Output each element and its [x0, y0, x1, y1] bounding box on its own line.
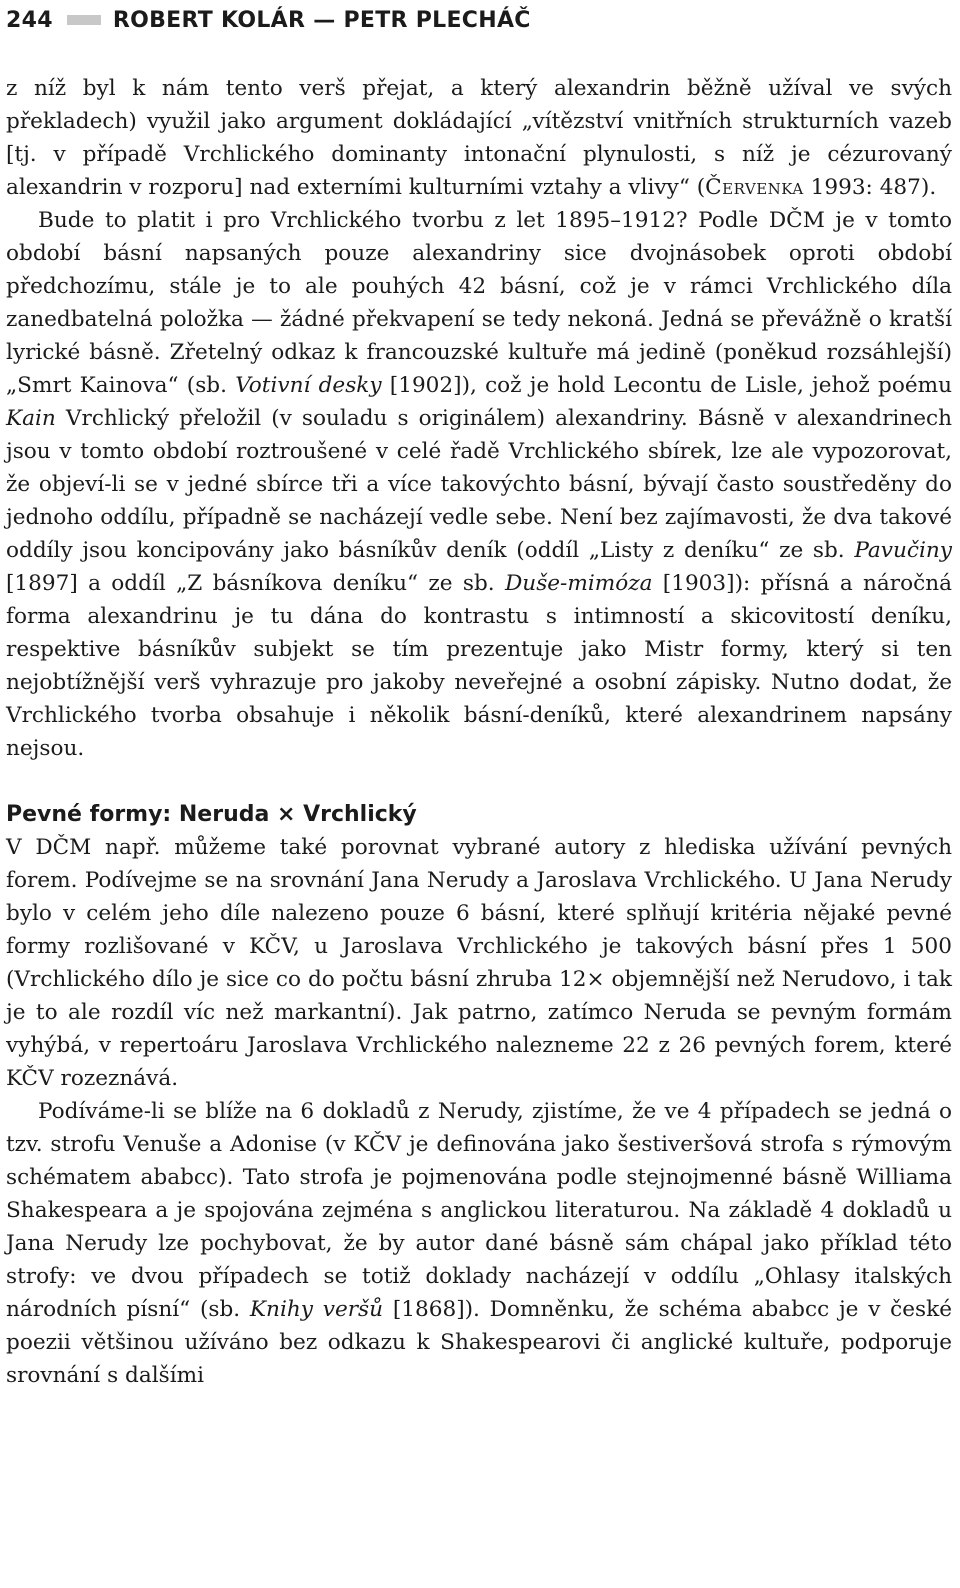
text-run: Podíváme-li se blíže na 6 dokladů z Nerudy, zjistíme, že ve 4 případech se jedná o tzv. strofu Venuše a Adonise (v KČV je definována jako šestiveršová strofa s rýmovým schématem ababcc). Tato strofa je pojmenována podle stejnojmenné básně Williama Shakespeara a je spojována zejména s anglickou literaturou. Na základě 4 dokladů u Jana Nerudy lze pochybovat, že by autor dané básně sám chápal jako příklad této strofy: ve dvou případech se totiž doklady nacházejí v oddílu „Ohlasy italských národních písní“ (sb. [6, 1099, 952, 1322]
paragraph-1 [6, 72, 952, 204]
article-body [6, 72, 952, 1392]
text-run: Bude to platit i pro Vrchlického tvorbu z let 1895–1912? Podle DČM je v tomto období básní napsaných pouze alexandriny sice dvojnásobek oproti období předchozímu, stále je to ale pouhých 42 básní, což je v rámci Vrchlického díla zanedbatelná položka — žádné překvapení se tedy nekoná. Jedná se převážně o kratší lyrické básně. Zřetelný odkaz k francouzské kultuře má jedině (poněkud rozsáhlejší) „Smrt Kainova“ (sb. [6, 208, 952, 398]
text-run: [1903]): přísná a náročná forma alexandrinu je tu dána do kontrastu s intimností a skicovitostí deníku, respektive básníkův subjekt se tím prezentuje jako Mistr formy, který si ten nejobtížnější verš vyhrazuje pro jakoby neveřejné a osobní zápisky. Nutno dodat, že Vrchlického tvorba obsahuje i několik básní-deníků, které alexandrinem napsány nejsou. [6, 571, 952, 761]
section-heading: Pevné formy: Neruda × Vrchlický [6, 802, 417, 827]
text-run: Vrchlický přeložil (v souladu s originálem) alexandriny. Básně v alexandrinech jsou v tomto období roztroušené v celé řadě Vrchlického sbírek, lze ale vypozorovat, že objeví-li se v jedné sbírce tři a více takovýchto básní, bývají často soustředěny do jednoho oddílu, případně se nacházejí vedle sebe. Není bez zajímavosti, že dva takové oddíly jsou koncipovány jako básníkův deník (oddíl „Listy z deníku“ ze sb. [6, 406, 952, 563]
paragraph-2 [6, 204, 952, 765]
paragraph-4 [6, 1095, 952, 1392]
italic-title: Duše-mimóza [504, 571, 653, 596]
italic-title: Votivní desky [235, 373, 382, 398]
text-run: [1897] a oddíl „Z básníkova deníku“ ze sb. [6, 571, 505, 596]
citation-author: Červenka [705, 175, 804, 200]
running-head-authors: ROBERT KOLÁR — PETR PLECHÁČ [112, 7, 531, 33]
paragraph-3 [6, 831, 952, 1095]
italic-title: Kain [6, 406, 56, 431]
text-run: V DČM např. můžeme také porovnat vybrané autory z hlediska užívání pevných forem. Podívejme se na srovnání Jana Nerudy a Jaroslava Vrchlického. U Jana Nerudy bylo v celém jeho díle nalezeno pouze 6 básní, které splňují kritéria nějaké pevné formy rozlišované v KČV, u Jaroslava Vrchlického je takových básní přes 1 500 (Vrchlického dílo je sice co do počtu básní zhruba 12× objemnější než Nerudovo, i tak je to ale rozdíl víc než markantní). Jak patrno, zatímco Neruda se pevným formám vyhýbá, v repertoáru Jaroslava Vrchlického nalezneme 22 z 26 pevných forem, které KČV rozeznává. [6, 835, 952, 1091]
text-run: z níž byl k nám tento verš přejat, a který alexandrin běžně užíval ve svých překladech) využil jako argument dokládající „vítězství vnitřních strukturních vazeb [tj. v případě Vrchlického dominanty intonační plynulosti, s níž je cézurovaný alexandrin v rozporu] nad externími kulturními vztahy a vlivy“ ( [6, 76, 952, 200]
italic-title: Pavučiny [854, 538, 952, 563]
text-run: [1902]), což je hold Lecontu de Lisle, jehož poému [381, 373, 952, 398]
running-head [6, 6, 952, 34]
text-run: [1868]). Domněnku, že schéma ababcc je v české poezii většinou užíváno bez odkazu k Shakespearovi či anglické kultuře, podporuje srovnání s dalšími [6, 1297, 952, 1388]
italic-title: Knihy veršů [249, 1297, 384, 1322]
page-number: 244 [6, 7, 53, 33]
header-divider-bar [67, 15, 101, 25]
text-run: 1993: 487). [803, 175, 937, 200]
